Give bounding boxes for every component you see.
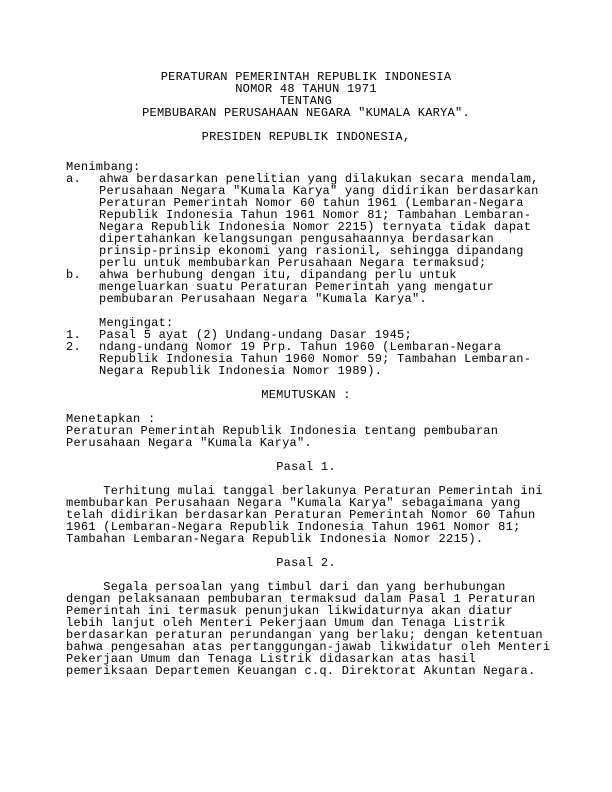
item-marker: a.: [66, 172, 81, 186]
issuer-block: [66, 131, 546, 143]
item-text-line: Negara Republik Indonesia Nomor 1989).: [99, 364, 383, 378]
article-text-line: Tambahan Lembaran-Negara Republik Indonesia Nomor 2215).: [66, 532, 484, 546]
item-text-line: Perusahaan Negara "Kumala Karya" yang didirikan berdasarkan: [99, 184, 539, 198]
article-text-line: berdasarkan peraturan perundangan yang berlaku; dengan ketentuan: [66, 628, 543, 642]
enactment-label: Menetapkan :: [66, 412, 156, 426]
doc-title-line-1: PERATURAN PEMERINTAH REPUBLIK INDONESIA: [160, 70, 452, 84]
item-marker: 2.: [66, 340, 81, 354]
article-2-heading-block: [66, 557, 546, 569]
item-text-line: ahwa berdasarkan penelitian yang dilakukan secara mendalam,: [99, 172, 539, 186]
item-content: [99, 173, 546, 269]
article-2-heading: Pasal 2.: [276, 556, 336, 570]
recalling-item-2: [66, 341, 546, 377]
article-text-line: Segala persoalan yang timbul dari dan yang berhubungan: [66, 580, 506, 594]
item-text-line: Republik Indonesia Tahun 1960 Nomor 59; Tambahan Lembaran-: [99, 352, 532, 366]
recalling-label: Mengingat:: [99, 316, 174, 330]
article-text-line: telah didirikan berdasarkan Peraturan Pemerintah Nomor 60 Tahun: [66, 508, 536, 522]
item-text-line: Peraturan Pemerintah Nomor 60 tahun 1961 (Lembaran-Negara: [99, 196, 524, 210]
decision-heading-block: [66, 389, 546, 401]
item-text-line: mengeluarkan suatu Peraturan Pemerintah yang mengatur: [99, 280, 494, 294]
doc-title-line-2: NOMOR 48 TAHUN 1971: [235, 82, 377, 96]
document-header: [66, 71, 546, 119]
doc-title-line-3: TENTANG: [279, 94, 333, 108]
article-text-line: membubarkan Perusahaan Negara "Kumala Karya" sebagaimana yang: [66, 496, 521, 510]
item-text-line: pembubaran Perusahaan Negara "Kumala Karya".: [99, 292, 427, 306]
decision-heading: MEMUTUSKAN :: [261, 388, 351, 402]
article-text-line: bahwa pengesahan atas pertanggungan-jawab likwidatur oleh Menteri: [66, 640, 551, 654]
item-marker: b.: [66, 268, 81, 282]
article-text-line: pemeriksaan Departemen Keuangan c.q. Direktorat Akuntan Negara.: [66, 664, 536, 678]
article-1-heading: Pasal 1.: [276, 460, 336, 474]
article-2-body: [66, 580, 551, 678]
consideration-item-a: [66, 173, 546, 269]
item-text-line: ndang-undang Nomor 19 Prp. Tahun 1960 (Lembaran-Negara: [99, 340, 502, 354]
article-text-line: 1961 (Lembaran-Negara Republik Indonesia Tahun 1961 Nomor 81;: [66, 520, 521, 534]
issuer-line: PRESIDEN REPUBLIK INDONESIA,: [201, 130, 411, 144]
considerations-label: Menimbang:: [66, 160, 141, 174]
item-text-line: Pasal 5 ayat (2) Undang-undang Dasar 1945;: [99, 328, 412, 342]
item-text-line: dipertahankan kelangsungan pengusahaannya berdasarkan: [99, 232, 494, 246]
article-text-line: dengan pelaksanaan pembubaran termaksud dalam Pasal 1 Peraturan: [66, 592, 536, 606]
item-content: [99, 269, 546, 305]
article-text-line: Pekerjaan Umum dan Tenaga Listrik didasarkan atas hasil: [66, 652, 476, 666]
article-1-body: [66, 485, 546, 545]
enactment-text-line: Perusahaan Negara "Kumala Karya".: [66, 436, 312, 450]
article-text-line: lebih lanjut oleh Menteri Pekerjaan Umum dan Tenaga Listrik: [66, 616, 506, 630]
item-text-line: Republik Indonesia Tahun 1961 Nomor 81; Tambahan Lembaran-: [99, 208, 532, 222]
item-marker: 1.: [66, 328, 81, 342]
item-text-line: Negara Republik Indonesia Nomor 2215) ternyata tidak dapat: [99, 220, 532, 234]
recalling-block: [66, 317, 546, 377]
consideration-item-b: [66, 269, 546, 305]
enactment-text-line: Peraturan Pemerintah Republik Indonesia tentang pembubaran: [66, 424, 499, 438]
item-text-line: perlu untuk membubarkan Perusahaan Negara termaksud;: [99, 256, 487, 270]
item-content: [99, 341, 546, 377]
doc-title-line-4: PEMBUBARAN PERUSAHAAN NEGARA "KUMALA KARYA".: [142, 106, 470, 120]
item-text-line: prinsip-prinsip ekonomi yang rasionil, sehingga dipandang: [99, 244, 524, 258]
enactment-block: [66, 413, 546, 449]
item-text-line: ahwa berhubung dengan itu, dipandang perlu untuk: [99, 268, 457, 282]
considerations-block: [66, 161, 546, 305]
article-1-heading-block: [66, 461, 546, 473]
article-text-line: Pemerintah ini termasuk penunjukan likwidaturnya akan diatur: [66, 604, 514, 618]
article-text-line: Terhitung mulai tanggal berlakunya Peraturan Pemerintah ini: [66, 484, 543, 498]
